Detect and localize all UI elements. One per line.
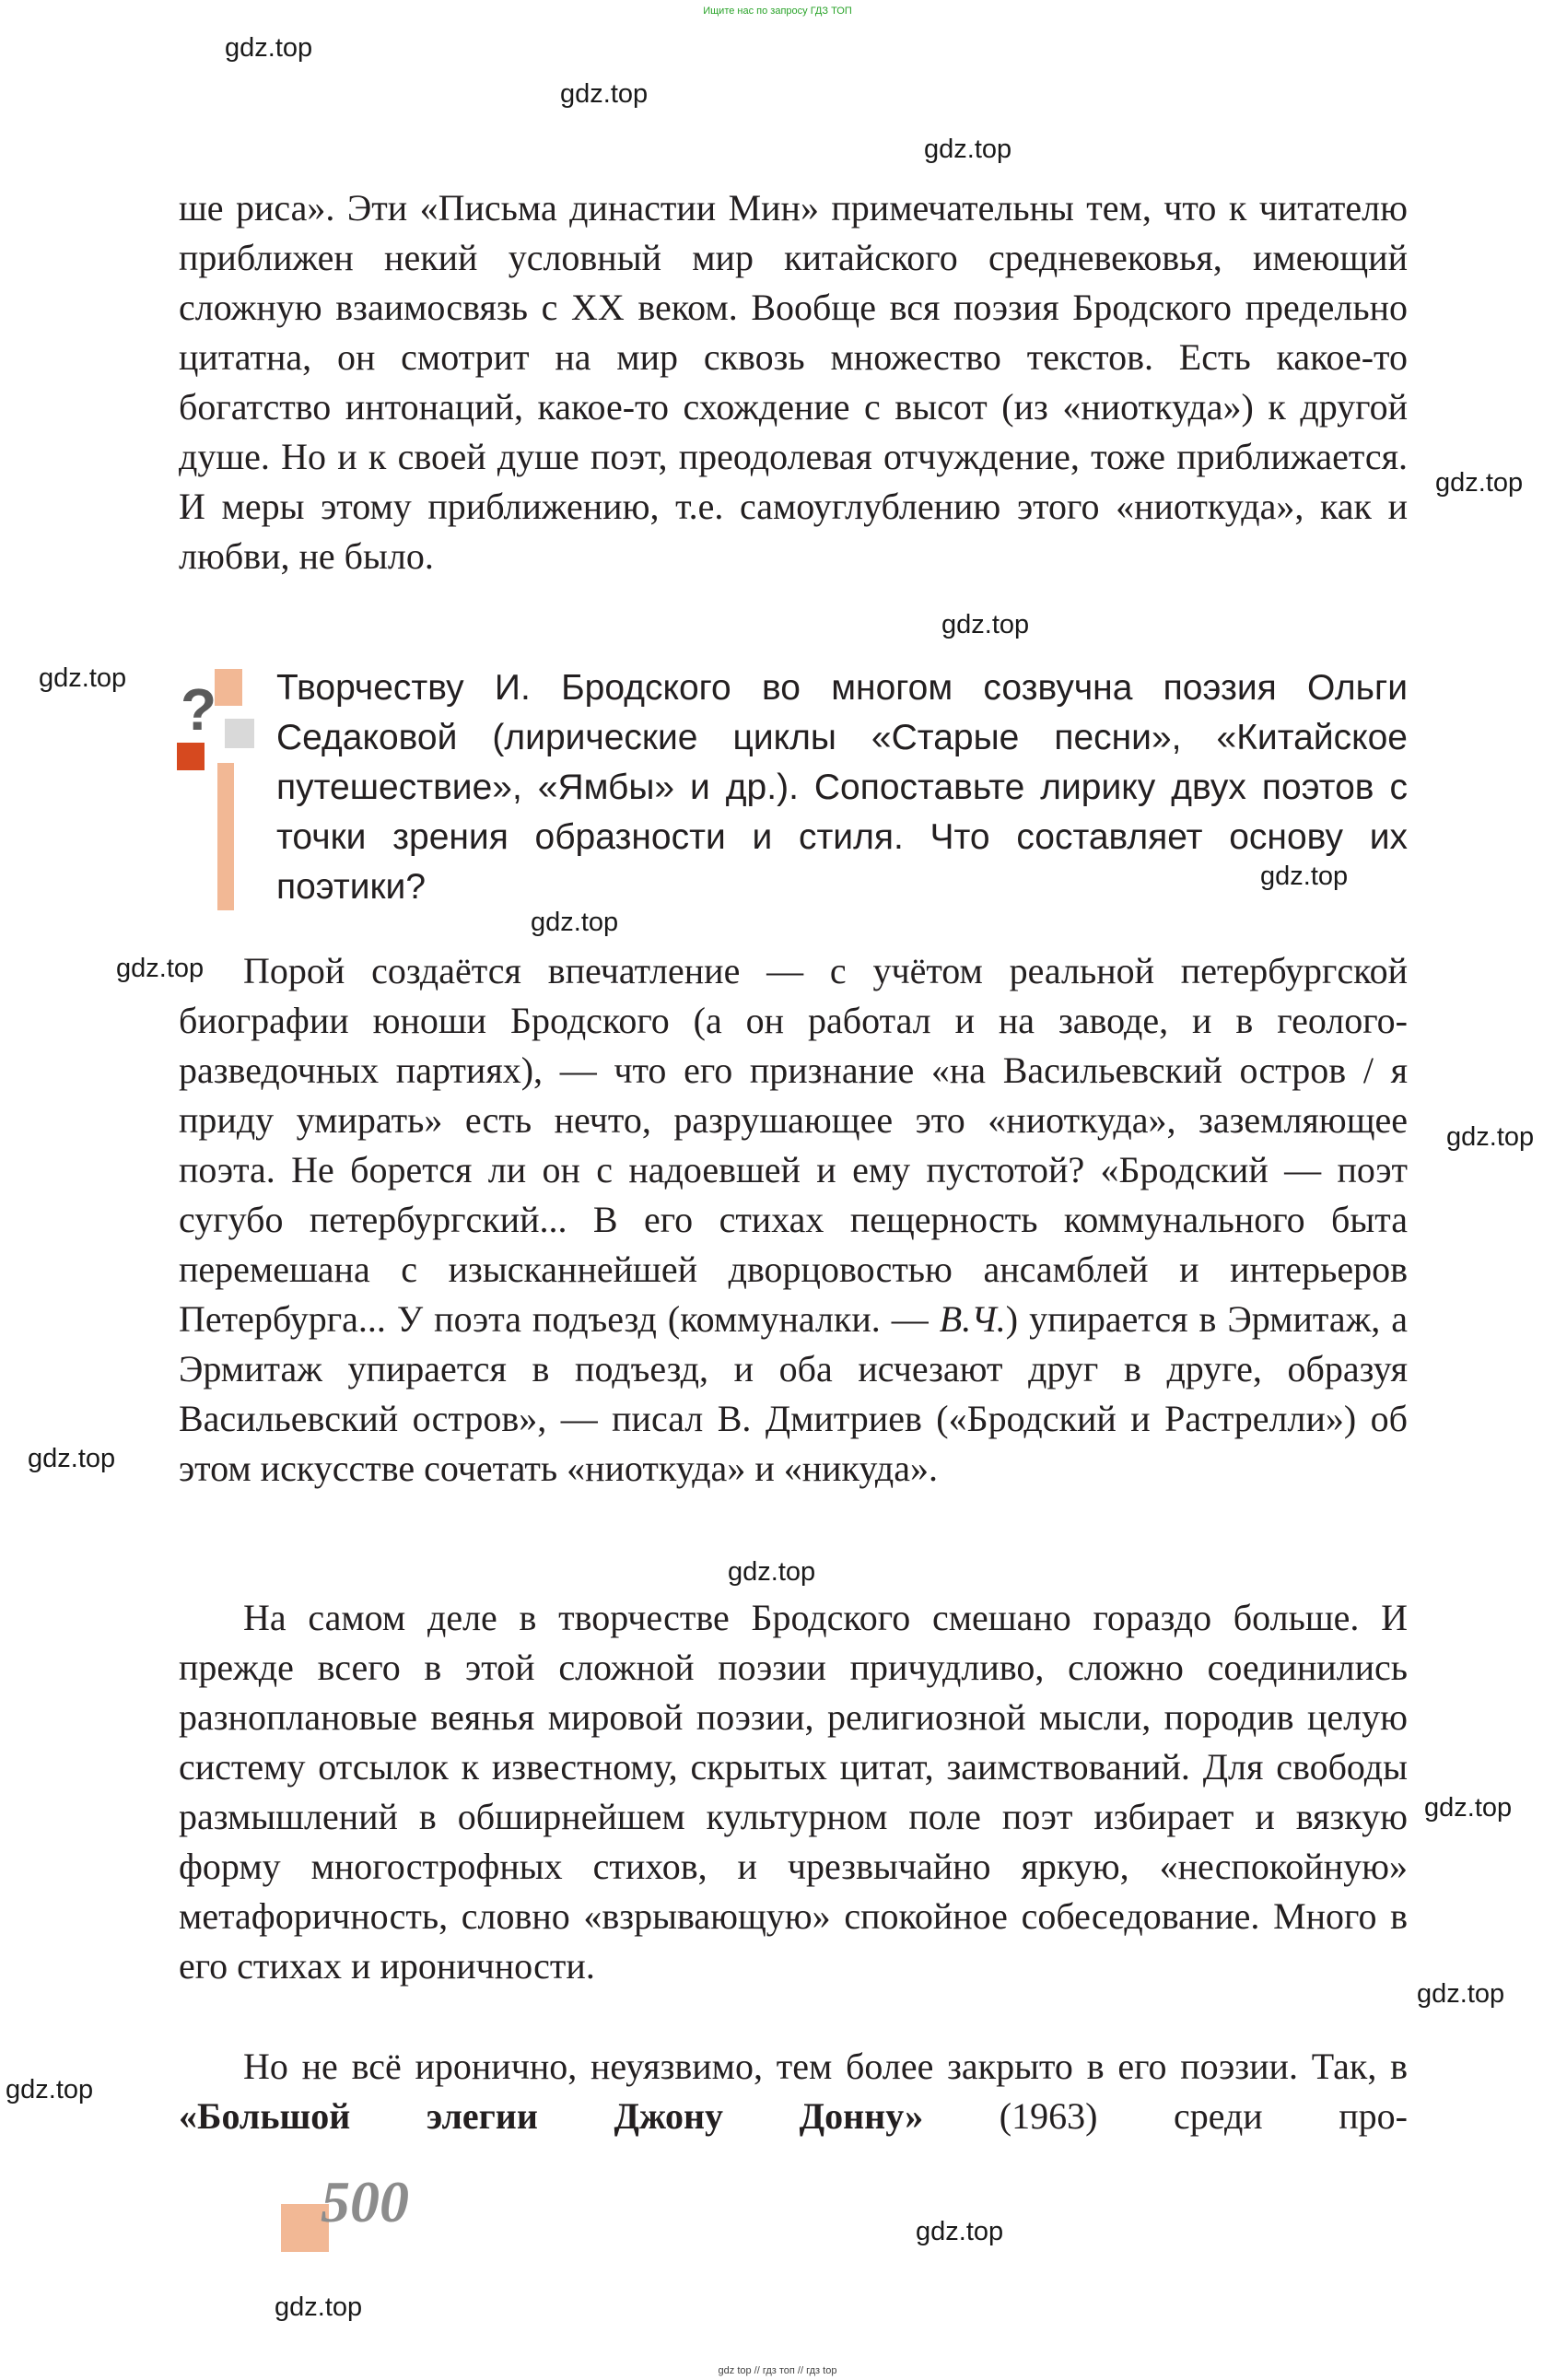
question-mark-icon: ?: [181, 676, 217, 743]
paragraph-3: [179, 1593, 1408, 1991]
paragraph-1-text: ше риса». Эти «Письма династии Мин» примечательны тем, что к читателю приближен некий условный мир китайского средневековья, имеющий сложную взаимосвязь с XX веком. Вообще вся поэзия Бродского предельно цитатна, он смотрит на мир сквозь множество текстов. Есть какое-то богатство интонаций, какое-то схождение с высот (из «ниоткуда») к другой душе. Но и к своей душе поэт, преодолевая отчуждение, тоже приближается. И меры этому приближению, т.е. самоуглублению этого «ниоткуда», как и любви, не было.: [179, 187, 1408, 577]
page-number: 500: [321, 2169, 409, 2234]
paragraph-2: [179, 946, 1408, 1494]
watermark: gdz.top: [924, 135, 1012, 164]
paragraph-2-part-b: ) упирается в Эрмитаж, а Эрмитаж упирается в подъезд, и оба исчезают друг в друге, образуя Васильевский остров», — писал В. Дмитриев («Бродский и Растрелли») об этом искусстве сочетать «ниоткуда» и «никуда».: [179, 1298, 1409, 1489]
paragraph-2-text: [179, 946, 1408, 1494]
watermark: gdz.top: [916, 2217, 1004, 2246]
watermark: gdz.top: [1417, 1979, 1505, 2009]
paragraph-1: [179, 183, 1408, 581]
paragraph-4: [179, 2042, 1408, 2141]
bottom-banner: gdz top // гдз топ // гдз top: [718, 2365, 837, 2376]
question-marker-bar: [217, 763, 234, 910]
watermark: gdz.top: [6, 2075, 94, 2104]
question-marker-bar-top: [215, 669, 242, 706]
paragraph-4-title: «Большой элегии Джону Донну»: [179, 2095, 924, 2137]
watermark: gdz.top: [39, 663, 127, 693]
watermark: gdz.top: [225, 33, 313, 63]
paragraph-2-part-a: Порой создаётся впечатление — с учётом реальной петербургской биографии юноши Бродского (а он работал и на заводе, и в геолого-разведочных партиях), — что его признание «на Васильевский остров / я приду умирать» есть нечто, разрушающее это «ниоткуда», заземляющее поэта. Не борется ли он с надоевшей и ему пустотой? «Бродский — поэт сугубо петербургский... В его стихах пещерность коммунального быта перемешана с изысканнейшей дворцовостью ансамблей и интерьеров Петербурга... У поэта подъезд (коммуналки. —: [179, 950, 1408, 1340]
watermark: gdz.top: [275, 2292, 363, 2322]
watermark: gdz.top: [560, 79, 649, 109]
question-text: Творчеству И. Бродского во многом созвучна поэзия Ольги Седаковой (лирические циклы «Старые песни», «Китайское путешествие», «Ямбы» и др.). Сопоставьте лирику двух поэтов с точки зрения образности и стиля. Что составляет основу их поэтики?: [276, 668, 1408, 907]
paragraph-2-author: В.Ч.: [939, 1298, 1006, 1340]
watermark: gdz.top: [1446, 1122, 1535, 1152]
top-banner: Ищите нас по запросу ГДЗ ТОП: [703, 6, 852, 17]
watermark: gdz.top: [28, 1444, 116, 1473]
paragraph-3-text: На самом деле в творчестве Бродского смешано гораздо больше. И прежде всего в этой сложной поэзии причудливо, сложно соединились разноплановые веянья мировой поэзии, религиозной мысли, породив целую систему отсылок к известному, скрытых цитат, заимствований. Для свободы размышлений в обширнейшем культурном поле поэт избирает и вязкую форму многострофных стихов, и чрезвычайно яркую, «неспокойную» метафоричность, словно «взрывающую» спокойное собеседование. Много в его стихах и ироничности.: [179, 1597, 1408, 1987]
watermark: gdz.top: [941, 610, 1030, 639]
question-marker-grey-square: [225, 719, 254, 748]
paragraph-4-part-a: Но не всё иронично, неуязвимо, тем более закрыто в его поэзии. Так, в: [243, 2046, 1408, 2087]
watermark: gdz.top: [116, 954, 205, 983]
watermark: gdz.top: [1424, 1793, 1513, 1823]
watermark: gdz.top: [1260, 862, 1349, 891]
watermark: gdz.top: [728, 1557, 816, 1587]
paragraph-4-text: [179, 2042, 1408, 2141]
watermark: gdz.top: [1435, 468, 1524, 498]
question-marker-red-square: [177, 743, 205, 770]
watermark: gdz.top: [531, 908, 619, 937]
paragraph-4-part-b: (1963) среди про-: [923, 2095, 1409, 2137]
